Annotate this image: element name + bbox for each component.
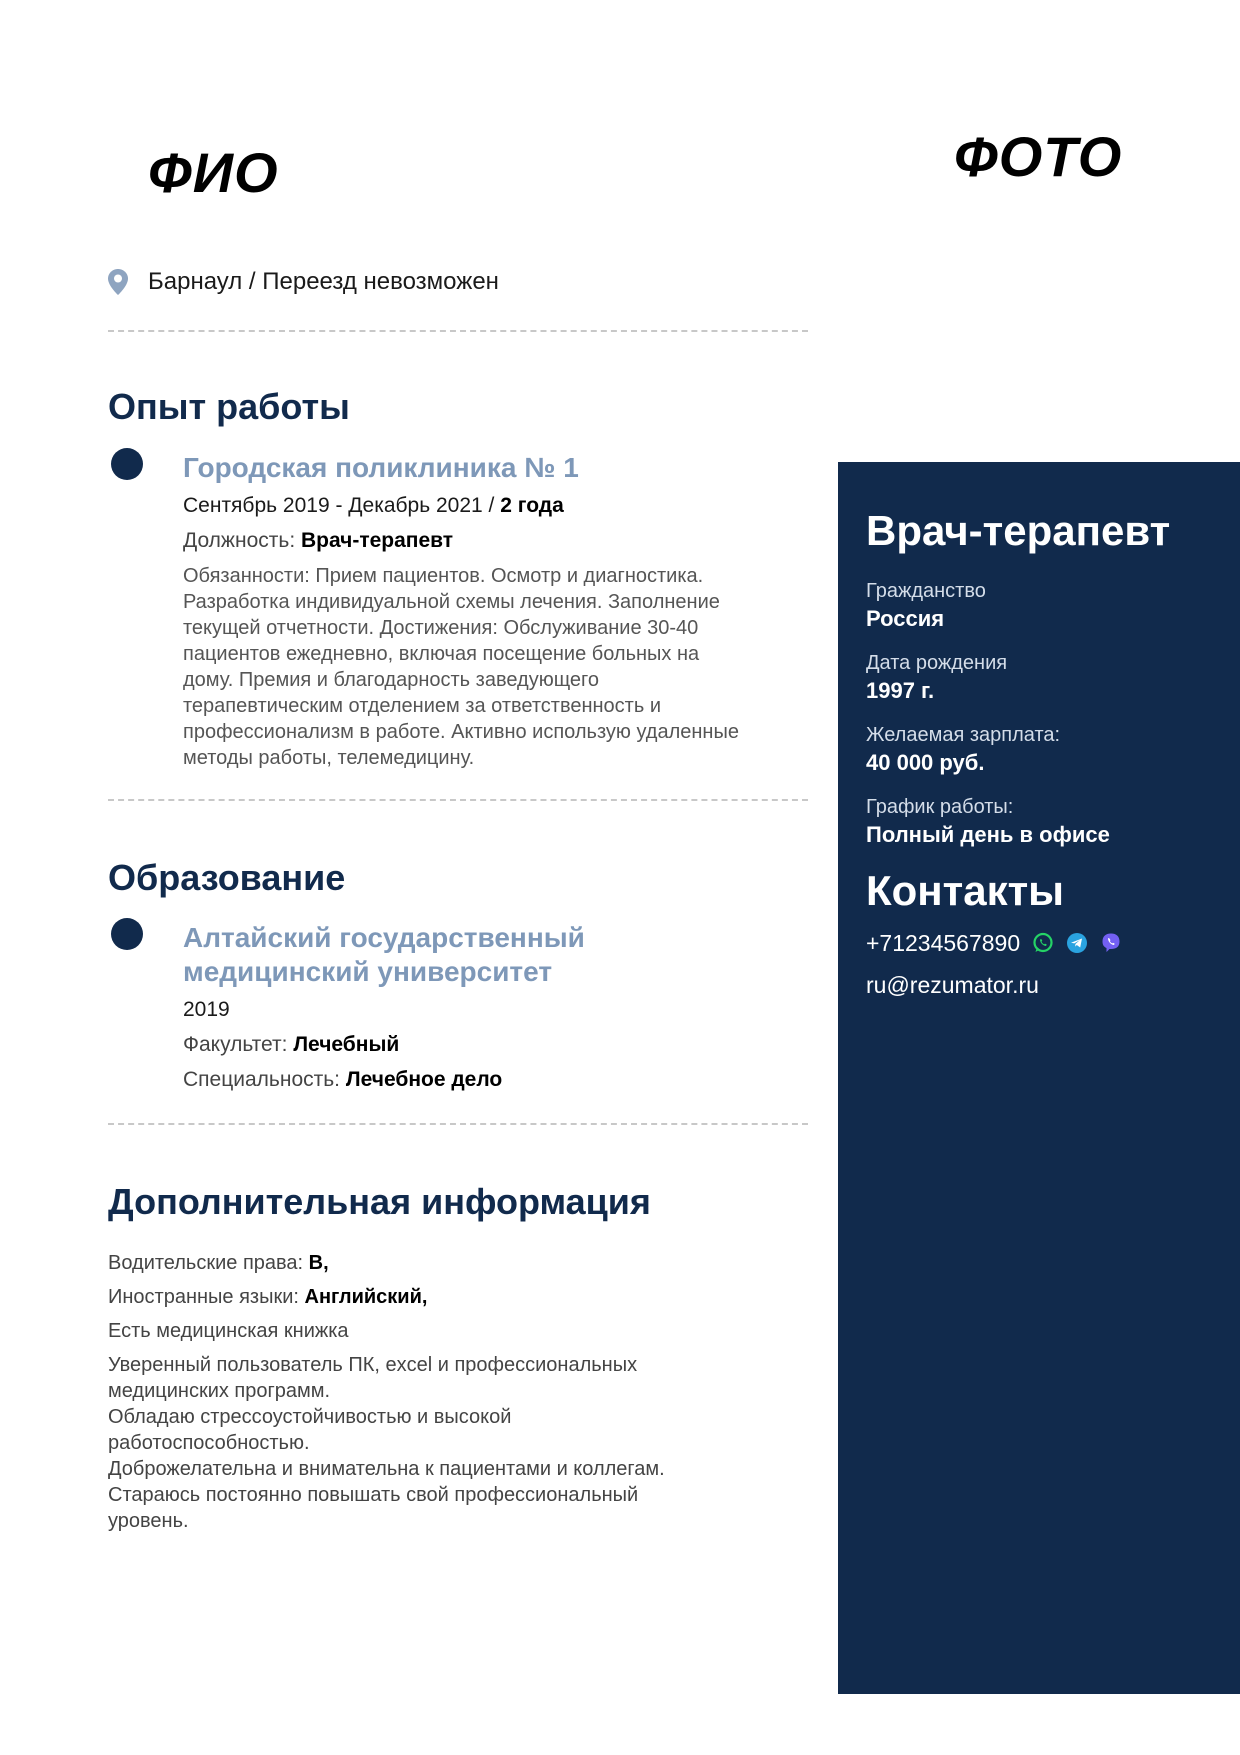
company-name: Городская поликлиника № 1 [183,452,579,483]
specialty-row [183,1067,743,1093]
faculty-value: Лечебный [293,1033,400,1056]
about-line: Доброжелательна и внимательна к пациентами и коллегам. [108,1458,665,1480]
birth-value: 1997 г. [866,678,935,703]
divider [108,1123,808,1125]
license-suffix: , [323,1252,329,1274]
position-value: Врач-терапевт [300,529,454,552]
education-bullet [111,918,143,950]
experience-bullet [111,448,143,480]
position-label: Должность: [183,529,301,552]
about-line: Стараюсь постоянно повышать свой профессиональный уровень. [108,1484,639,1532]
license-row [108,1250,668,1276]
experience-entry [183,451,743,771]
viber-icon[interactable] [1100,932,1122,954]
salary-value: 40 000 руб. [866,750,985,775]
divider [108,799,808,801]
license-value: B [308,1252,324,1274]
contacts-title: Контакты [866,867,1065,914]
work-period [183,493,743,519]
whatsapp-icon[interactable] [1032,932,1054,954]
work-description: Обязанности: Прием пациентов. Осмотр и диагностика. Разработка индивидуальной схемы лечения. Заполнение текущей отчетности. Достижения: Обслуживание 30-40 пациентов ежедневно, включая посещение больных на дому. Премия и благодарность заведующего терапевтическим отделением за ответственность и профессионализм в работе. Активно использую удаленные методы работы, телемедицину. [183,565,739,769]
phone-number[interactable]: +71234567890 [866,930,1021,956]
schedule-label: График работы: [866,796,1014,818]
license-label: Водительские права: [108,1252,309,1274]
divider [108,330,808,332]
birth-label: Дата рождения [866,652,1008,674]
graduation-year: 2019 [183,998,230,1021]
location-row [108,268,499,296]
education-title: Образование [108,857,346,898]
faculty-row [183,1032,743,1058]
work-period-dates: Сентябрь 2019 - Декабрь 2021 / [183,494,501,517]
photo-placeholder: ФОТО [954,125,1123,188]
education-entry [183,921,743,1102]
desired-position: Врач-терапевт [866,507,1171,554]
about-line: Обладаю стрессоустойчивостью и высокой работоспособностью. [108,1406,512,1454]
experience-title: Опыт работы [108,386,350,427]
additional-info [108,1250,668,1534]
location-pin-icon [108,269,128,295]
sidebar [838,462,1240,1694]
medical-book: Есть медицинская книжка [108,1320,349,1342]
work-position [183,528,743,554]
citizenship-label: Гражданство [866,580,986,602]
specialty-value: Лечебное дело [345,1068,503,1091]
schedule-value: Полный день в офисе [866,822,1110,847]
languages-label: Иностранные языки: [108,1286,305,1308]
telegram-icon[interactable] [1066,932,1088,954]
citizenship-value: Россия [866,606,945,631]
additional-title: Дополнительная информация [108,1181,651,1222]
about-line: Уверенный пользователь ПК, excel и профессиональных медицинских программ. [108,1354,638,1402]
faculty-label: Факультет: [183,1033,294,1056]
institution-name: Алтайский государственный медицинский университет [183,922,585,987]
work-duration: 2 года [500,494,564,517]
languages-row [108,1284,668,1310]
phone-row [866,928,1220,958]
salary-label: Желаемая зарплата: [866,724,1061,746]
location-text: Барнаул / Переезд невозможен [148,268,499,295]
specialty-label: Специальность: [183,1068,346,1091]
languages-value: Английский [304,1286,422,1308]
email-address[interactable]: ru@rezumator.ru [866,972,1039,998]
name-placeholder: ФИО [148,141,279,204]
languages-suffix: , [421,1286,428,1308]
